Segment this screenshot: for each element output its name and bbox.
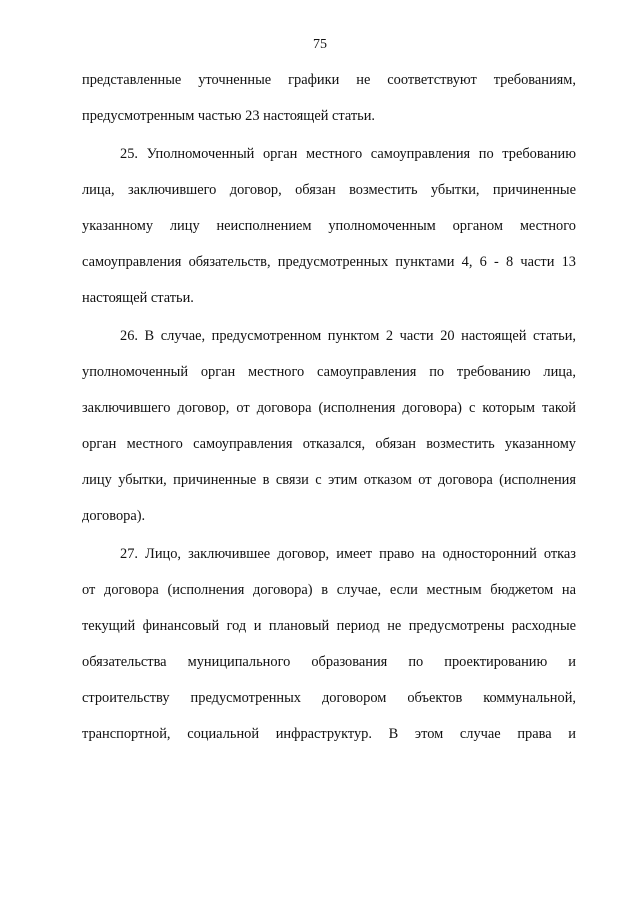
paragraph-item-27: [82, 536, 576, 752]
text-line: текущий финансовый год и плановый период не предусмотрены расходные: [82, 618, 576, 634]
page-number: 75: [313, 37, 327, 52]
text-line: указанному лицу неисполнением уполномоченным органом местного: [82, 218, 576, 234]
text-line: транспортной, социальной инфраструктур. В этом случае права и: [82, 726, 576, 742]
text-line: строительству предусмотренных договором объектов коммунальной,: [82, 690, 576, 706]
text-line-last: договора).: [82, 508, 146, 524]
text-line: 27. Лицо, заключившее договор, имеет право на односторонний отказ: [120, 546, 576, 562]
text-line: представленные уточненные графики не соответствуют требованиям,: [82, 72, 576, 88]
text-line: от договора (исполнения договора) в случае, если местным бюджетом на: [82, 582, 576, 598]
text-line: самоуправления обязательств, предусмотренных пунктами 4, 6 - 8 части 13: [82, 254, 576, 270]
paragraph-item-25: [82, 136, 576, 316]
text-line: лица, заключившего договор, обязан возместить убытки, причиненные: [82, 182, 576, 198]
text-line: уполномоченный орган местного самоуправления по требованию лица,: [82, 364, 576, 380]
text-line: 26. В случае, предусмотренном пунктом 2 части 20 настоящей статьи,: [120, 328, 576, 344]
paragraph-continuation: [82, 62, 576, 134]
body-text: [82, 62, 576, 752]
text-line: 25. Уполномоченный орган местного самоуправления по требованию: [120, 146, 576, 162]
text-line: обязательства муниципального образования по проектированию и: [82, 654, 576, 670]
text-line: орган местного самоуправления отказался, обязан возместить указанному: [82, 436, 576, 452]
text-line: лицу убытки, причиненные в связи с этим отказом от договора (исполнения: [82, 472, 576, 488]
paragraph-item-26: [82, 318, 576, 534]
text-line-last: настоящей статьи.: [82, 290, 194, 306]
text-line: заключившего договор, от договора (исполнения договора) с которым такой: [82, 400, 576, 416]
text-line-last: предусмотренным частью 23 настоящей статьи.: [82, 108, 376, 124]
